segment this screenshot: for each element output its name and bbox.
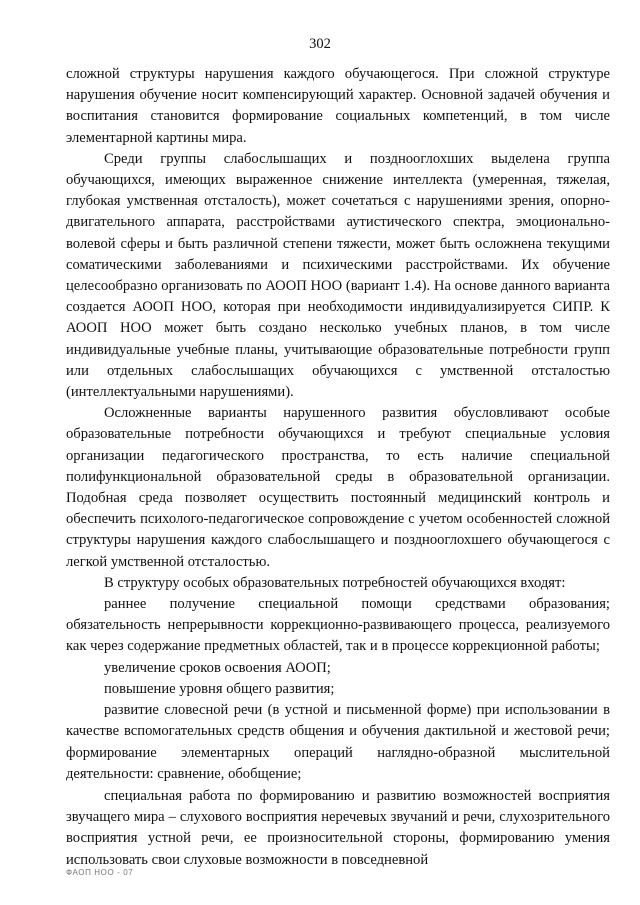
list-item-verbal-speech: развитие словесной речи (в устной и письменной форме) при использовании в качестве вспомогательных средств общения и обучения дактильной и жестовой речи; формирование элементарных операций наглядно-образной мыслительной деятельности: сравнение, обобщение;	[66, 702, 610, 782]
paragraph-continuation: сложной структуры нарушения каждого обучающегося. При сложной структуре нарушения обучение носит компенсирующий характер. Основной задачей обучения и воспитания становится формирование социальных компетенций, в том числе элементарной картины мира.	[66, 66, 610, 146]
list-item-auditory-perception: специальная работа по формированию и развитию возможностей восприятия звучащего мира – слухового восприятия неречевых звучаний и речи, слухозрительного восприятия устной речи, ее произносительной стороны, формированию умения использовать свои слуховые возможности в повседневной	[66, 787, 610, 868]
page-footer: ФАОП НОО - 07	[66, 868, 134, 877]
page-body	[66, 64, 610, 871]
paragraph-needs-intro: В структуру особых образовательных потребностей обучающихся входят:	[104, 574, 566, 591]
list-item-early-help: раннее получение специальной помощи средствами образования; обязательность непрерывности коррекционно-развивающего процесса, реализуемого как через содержание предметных областей, так и в процессе коррекционной работы;	[66, 596, 610, 655]
list-item-terms: увеличение сроков освоения АООП;	[104, 659, 331, 676]
page-number: 302	[309, 36, 331, 52]
list-item-development-level: повышение уровня общего развития;	[104, 680, 335, 697]
paragraph-hearing-impaired-group: Среди группы слабослышащих и позднооглохших выделена группа обучающихся, имеющих выраженное снижение интеллекта (умеренная, тяжелая, глубокая умственная отсталость), может сочетаться с нарушениями зрения, опорно-двигательного аппарата, расстройствами аутистического спектра, эмоционально-волевой сферы и быть различной степени тяжести, может быть осложнена текущими соматическими заболеваниями и психическими расстройствами. Их обучение целесообразно организовать по АООП НОО (вариант 1.4). На основе данного варианта создается АООП НОО, которая при необходимости индивидуализируется СИПР. К АООП НОО может быть создано несколько учебных планов, в том числе индивидуальные учебные планы, учитывающие образовательные потребности групп или отдельных слабослышащих обучающихся с умственной отсталостью (интеллектуальными нарушениями).	[66, 150, 610, 401]
paragraph-complicated-variants: Осложненные варианты нарушенного развития обусловливают особые образовательные потребности обучающихся и требуют специальные условия организации педагогического пространства, то есть наличие специальной полифункциональной образовательной среды в образовательной организации. Подобная среда позволяет осуществить постоянный медицинский контроль и обеспечить психолого-педагогическое сопровождение с учетом особенностей сложной структуры нарушения каждого слабослышащего и позднооглохшего обучающегося с легкой умственной отсталостью.	[66, 405, 610, 570]
